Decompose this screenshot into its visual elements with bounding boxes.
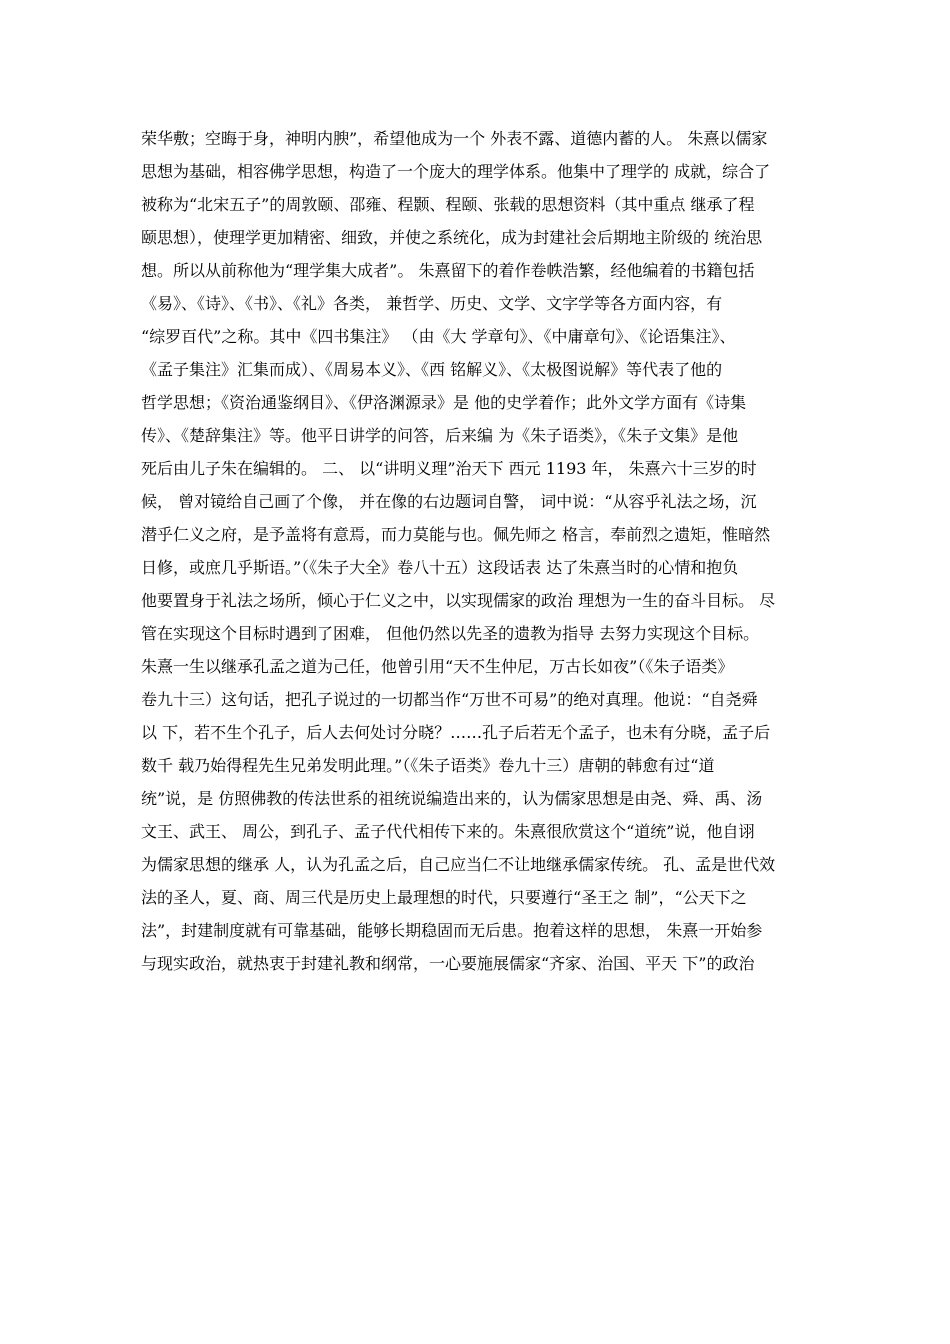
text-line: 颐思想），使理学更加精密、细致，并使之系统化，成为封建社会后期地主阶级的 统治思 (141, 228, 763, 247)
text-line: 法”，封建制度就有可靠基础，能够长期稳固而无后患。抱着这样的思想， 朱熹一开始参 (141, 921, 763, 940)
text-line: 候， 曾对镜给自己画了个像， 并在像的右边题词自警， 词中说：“从容乎礼法之场，沉 (141, 492, 757, 511)
text-line: 文王、武王、 周公，到孔子、孟子代代相传下来的。朱熹很欣赏这个“道统”说，他自诩 (141, 822, 755, 841)
text-line: 为儒家思想的继承 人，认为孔孟之后，自己应当仁不让地继承儒家传统。 孔、孟是世代效 (141, 855, 776, 874)
text-line: 哲学思想；《资治通鉴纲目》、《伊洛渊源录》是 他的史学着作；此外文学方面有《诗集 (141, 393, 747, 412)
text-line: 日修，或庶几乎斯语。”（《朱子大全》卷八十五）这段话表 达了朱熹当时的心情和抱负 (141, 558, 739, 577)
text-line: 想。所以从前称他为“理学集大成者”。 朱熹留下的着作卷帙浩繁，经他编着的书籍包括 (141, 261, 755, 280)
text-line: 统”说，是 仿照佛教的传法世系的祖统说编造出来的，认为儒家思想是由尧、舜、禹、汤 (141, 789, 763, 808)
text-line: 数千 载乃始得程先生兄弟发明此理。”（《朱子语类》卷九十三）唐朝的韩愈有过“道 (141, 756, 715, 775)
text-line: 《孟子集注》汇集而成）、《周易本义》、《西 铭解义》、《太极图说解》等代表了他的 (141, 360, 723, 379)
text-line: 卷九十三）这句话，把孔子说过的一切都当作“万世不可易”的绝对真理。他说：“自尧舜 (141, 690, 758, 709)
text-line: 荣华敷；空晦于身，神明内腴”，希望他成为一个 外表不露、道德内蓄的人。 朱熹以儒家 (141, 129, 768, 148)
text-line: 传》、《楚辞集注》等。他平日讲学的问答，后来编 为《朱子语类》，《朱子文集》是他 (141, 426, 739, 445)
text-line: 被称为“北宋五子”的周敦颐、邵雍、程颢、程颐、张载的思想资料（其中重点 继承了程 (141, 195, 755, 214)
text-line: 管在实现这个目标时遇到了困难， 但他仍然以先圣的遗教为指导 去努力实现这个目标。 (141, 624, 760, 643)
text-line: 与现实政治，就热衷于封建礼教和纲常，一心要施展儒家“齐家、治国、平天 下”的政治 (141, 954, 755, 973)
text-line: 思想为基础，相容佛学思想，构造了一个庞大的理学体系。他集中了理学的 成就，综合了 (141, 162, 771, 181)
text-line: 潜乎仁义之府，是予盖将有意焉，而力莫能与也。佩先师之 格言，奉前烈之遗矩，惟暗然 (141, 525, 771, 544)
text-line: 以 下，若不生个孔子，后人去何处讨分晓？……孔子后若无个孟子，也未有分晓，孟子后 (141, 723, 771, 742)
text-line: 他要置身于礼法之场所，倾心于仁义之中，以实现儒家的政治 理想为一生的奋斗目标。 尽 (141, 591, 776, 610)
text-line: 法的圣人，夏、商、周三代是历史上最理想的时代，只要遵行“圣王之 制”，“公天下之 (141, 888, 747, 907)
body-text (141, 122, 821, 980)
text-line: “综罗百代”之称。其中《四书集注》 （由《大 学章句》、《中庸章句》、《论语集注》、 (141, 327, 736, 346)
text-line: 死后由儿子朱在编辑的。 二、 以“讲明义理”治天下 西元 1193 年， 朱熹六十三岁的时 (141, 459, 757, 478)
text-line: 《易》、《诗》、《书》、《礼》各类， 兼哲学、历史、文学、文字学等各方面内容，有 (141, 294, 723, 313)
text-line: 朱熹一生以继承孔孟之道为己任，他曾引用“天不生仲尼，万古长如夜”（《朱子语类》 (141, 657, 734, 676)
